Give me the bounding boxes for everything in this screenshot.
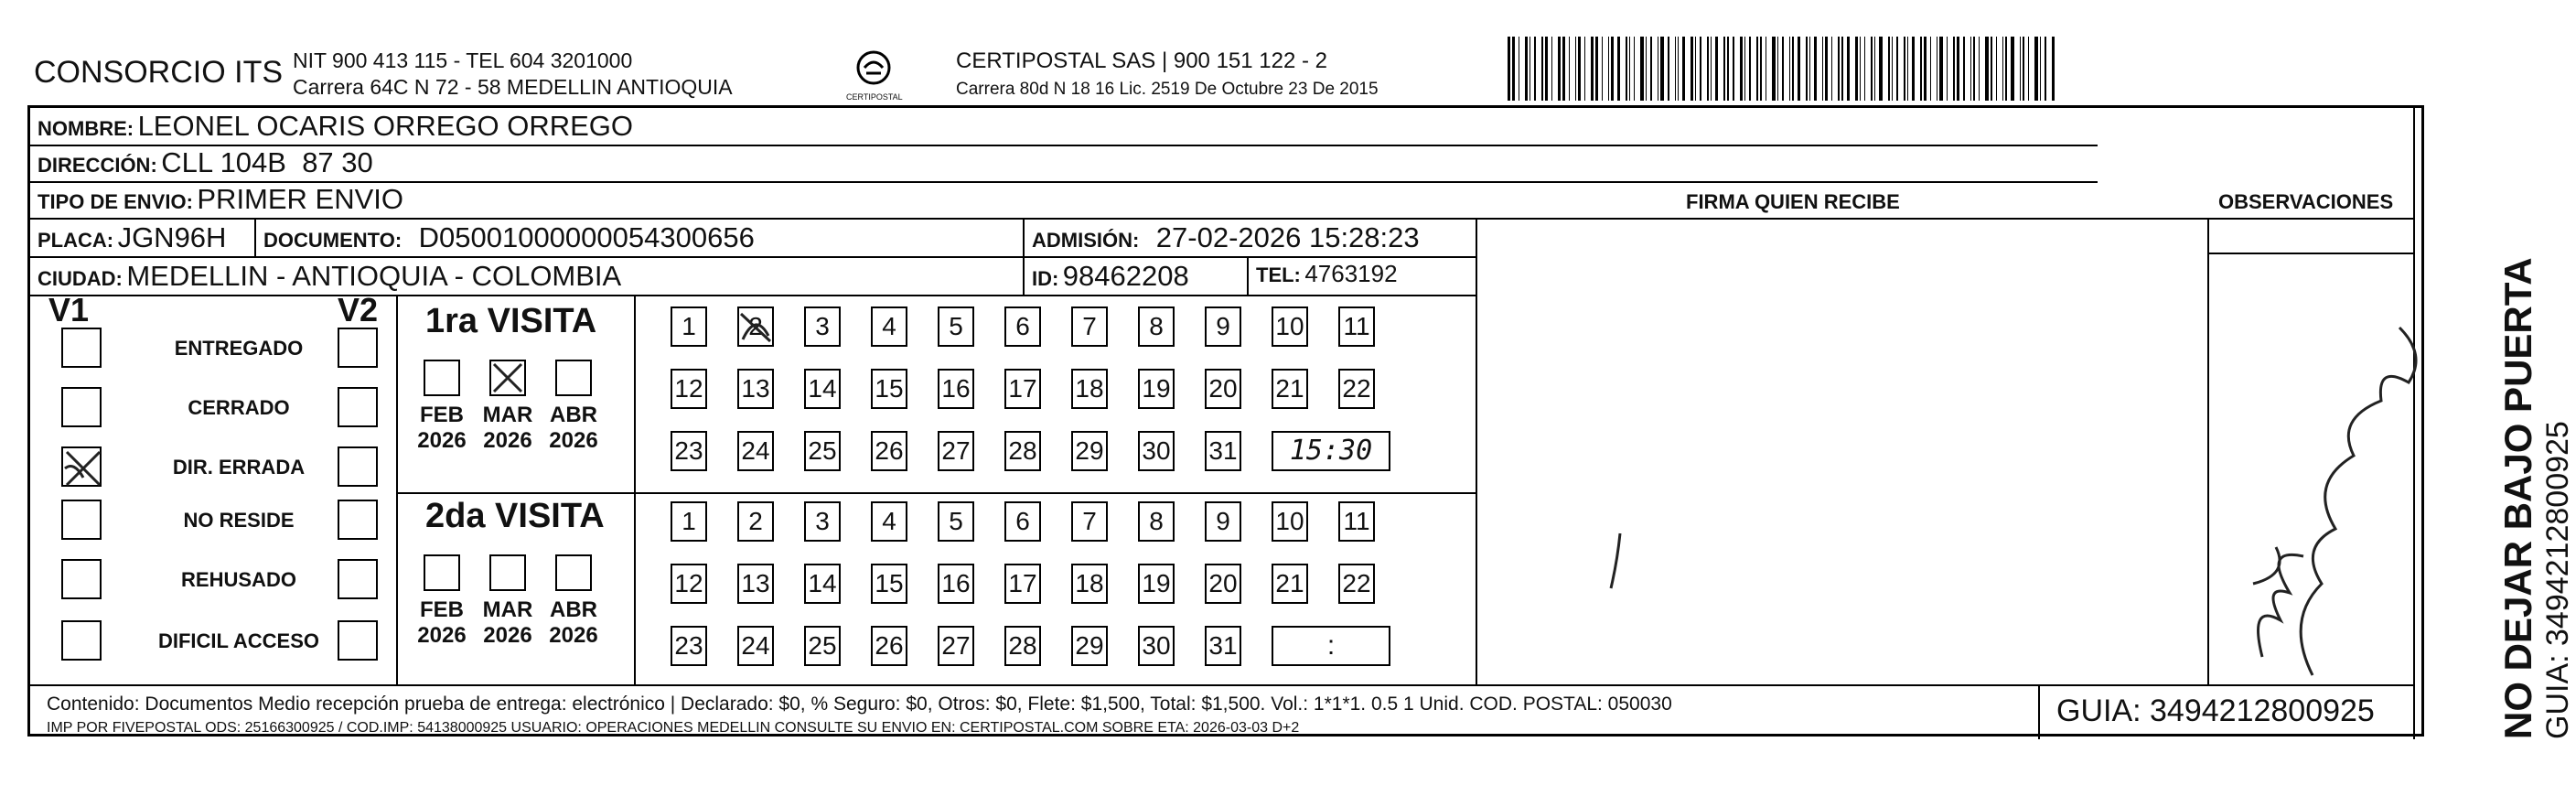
barcode-bar: [1864, 37, 1865, 101]
admision-cell: [1032, 221, 1420, 254]
month-year: 2026: [483, 623, 532, 648]
barcode-bar: [1860, 37, 1861, 101]
month-label: [410, 403, 474, 454]
v1-checkbox[interactable]: [61, 620, 102, 661]
barcode-bar: [1855, 37, 1857, 101]
month-year: 2026: [417, 428, 467, 453]
day-box[interactable]: 18: [1071, 564, 1108, 604]
barcode-bar: [1957, 37, 1959, 101]
barcode-bar: [1847, 37, 1850, 101]
day-box[interactable]: 22: [1338, 369, 1375, 409]
day-box[interactable]: 7: [1071, 306, 1108, 347]
status-label: ENTREGADO: [174, 337, 304, 360]
barcode-bar: [1871, 37, 1873, 101]
barcode-bar: [1602, 37, 1603, 101]
day-box[interactable]: 25: [804, 626, 841, 666]
month-checkbox[interactable]: [489, 360, 526, 396]
barcode-bar: [2020, 37, 2021, 101]
barcode-bar: [1907, 37, 1908, 101]
day-box[interactable]: 19: [1138, 369, 1175, 409]
barcode-bar: [2002, 37, 2003, 101]
month-year: 2026: [483, 428, 532, 453]
barcode-bar: [1668, 37, 1669, 101]
barcode-bar: [1991, 37, 1992, 101]
day-box[interactable]: 29: [1071, 431, 1108, 471]
footer-print-info: IMP POR FIVEPOSTAL ODS: 25166300925 / COD.IMP: 54138000925 USUARIO: OPERACIONES MEDELLIN CONSULTE SU ENVIO EN: CERTIPOSTAL.COM SOBRE ETA: 2026-03-03 D+2: [47, 720, 1300, 736]
tel-value: 4763192: [1304, 260, 1398, 287]
barcode-bar: [1963, 37, 1964, 101]
barcode-bar: [1744, 37, 1745, 101]
day-box[interactable]: 17: [1004, 564, 1041, 604]
month-checkbox[interactable]: [489, 554, 526, 591]
month-label: [410, 597, 474, 649]
barcode-bar: [1838, 37, 1839, 101]
barcode-bar: [1584, 37, 1585, 101]
barcode-bar: [1617, 37, 1619, 101]
barcode-bar: [1608, 37, 1609, 101]
guia-number: GUIA: 3494212800925: [2056, 694, 2375, 728]
documento-cell: [263, 221, 755, 254]
barcode-bar: [1707, 37, 1708, 101]
day-box[interactable]: 24: [737, 431, 774, 471]
barcode-bar: [1690, 37, 1693, 101]
barcode-bar: [1756, 37, 1758, 101]
barcode-bar: [1711, 37, 1712, 101]
v2-checkbox[interactable]: [338, 387, 378, 427]
day-box[interactable]: 24: [737, 626, 774, 666]
id-cell: [1032, 260, 1189, 293]
v1-checkbox[interactable]: [61, 446, 102, 487]
barcode-bar: [1512, 37, 1514, 101]
cert-line-1: CERTIPOSTAL SAS | 900 151 122 - 2: [956, 48, 1327, 73]
barcode-bar: [1930, 37, 1931, 101]
day-box[interactable]: 20: [1205, 564, 1241, 604]
barcode-bar: [1675, 37, 1676, 101]
barcode-bar: [1695, 37, 1696, 101]
barcode-bar: [1629, 37, 1630, 101]
barcode-bar: [1733, 37, 1734, 101]
pen-mark: [1604, 529, 1631, 593]
month-year: 2026: [417, 623, 467, 648]
v2-checkbox[interactable]: [338, 500, 378, 540]
direccion-label: DIRECCIÓN:: [38, 154, 157, 177]
logo-text: CERTIPOSTAL: [846, 92, 903, 102]
month-checkbox[interactable]: [555, 360, 592, 396]
barcode-bar: [1947, 37, 1948, 101]
barcode-bar: [2028, 37, 2029, 101]
month-name: MAR: [482, 597, 533, 622]
day-box[interactable]: 26: [871, 626, 907, 666]
v2-checkbox[interactable]: [338, 559, 378, 599]
day-box[interactable]: 23: [671, 626, 707, 666]
day-box[interactable]: 18: [1071, 369, 1108, 409]
day-box[interactable]: 11: [1338, 501, 1375, 542]
day-box[interactable]: 20: [1205, 369, 1241, 409]
status-label: DIR. ERRADA: [172, 456, 306, 479]
barcode-bar: [1789, 37, 1790, 101]
day-box[interactable]: 29: [1071, 626, 1108, 666]
barcode-bar: [1841, 37, 1843, 101]
visit1-title: 1ra VISITA: [425, 302, 597, 340]
placa-value: JGN96H: [117, 221, 227, 253]
month-name: FEB: [420, 597, 464, 622]
v2-header: V2: [338, 291, 379, 328]
barcode-bar: [1740, 37, 1743, 101]
company-info: [293, 48, 733, 101]
day-box[interactable]: 28: [1004, 626, 1041, 666]
barcode-bar: [1591, 37, 1594, 101]
nombre-label: NOMBRE:: [38, 117, 134, 140]
footer-content: Contenido: Documentos Medio recepción prueba de entrega: electrónico | Declarado: $0, % Seguro: $0, Otros: $0, Flete: $1,500, Total: $1,500. Vol.: 1*1*1. 0.5 1 Unid. COD. POSTAL: 050030: [47, 694, 1672, 715]
day-box[interactable]: 8: [1138, 501, 1175, 542]
day-box[interactable]: 28: [1004, 431, 1041, 471]
barcode-bar: [1904, 37, 1905, 101]
barcode-bar: [2052, 37, 2054, 101]
id-value: 98462208: [1062, 260, 1189, 292]
day-box[interactable]: 23: [671, 431, 707, 471]
nombre-row: [38, 110, 633, 143]
day-box[interactable]: 10: [1272, 306, 1308, 347]
month-name: ABR: [550, 403, 597, 427]
day-box[interactable]: 30: [1138, 626, 1175, 666]
day-box[interactable]: 16: [938, 369, 974, 409]
handwritten-signature: [2226, 254, 2409, 684]
day-box[interactable]: 7: [1071, 501, 1108, 542]
day-box[interactable]: 27: [938, 431, 974, 471]
day-box[interactable]: 31: [1205, 626, 1241, 666]
barcode-bar: [1973, 37, 1975, 101]
status-label: DIFICIL ACCESO: [157, 629, 319, 652]
day-box[interactable]: 31: [1205, 431, 1241, 471]
barcode-bar: [1809, 37, 1810, 101]
day-box[interactable]: 14: [804, 369, 841, 409]
v1-checkbox[interactable]: [61, 387, 102, 427]
id-label: ID:: [1032, 267, 1059, 290]
day-box[interactable]: 3: [804, 306, 841, 347]
barcode-bar: [1953, 37, 1955, 101]
documento-label: DOCUMENTO:: [263, 229, 402, 252]
day-box[interactable]: 25: [804, 431, 841, 471]
barcode-bar: [1569, 37, 1570, 101]
barcode-bar: [1575, 37, 1576, 101]
status-label: NO RESIDE: [183, 509, 295, 532]
ciudad-value: MEDELLIN - ANTIOQUIA - COLOMBIA: [126, 260, 622, 292]
barcode-bar: [1979, 37, 1980, 101]
day-box[interactable]: 27: [938, 626, 974, 666]
day-box[interactable]: 10: [1272, 501, 1308, 542]
documento-value: D05001000000054300656: [418, 221, 755, 253]
day-box[interactable]: 16: [938, 564, 974, 604]
day-box[interactable]: 2: [737, 306, 774, 347]
ciudad-cell: [38, 260, 621, 293]
no-dejar-warning: NO DEJAR BAJO PUERTA: [2496, 257, 2539, 739]
month-name: MAR: [482, 403, 533, 427]
day-box[interactable]: 5: [938, 501, 974, 542]
day-box[interactable]: 26: [871, 431, 907, 471]
v1-header: V1: [48, 291, 90, 328]
month-checkbox[interactable]: [424, 360, 460, 396]
month-name: FEB: [420, 403, 464, 427]
barcode-bar: [1545, 37, 1548, 101]
day-box[interactable]: 12: [671, 564, 707, 604]
barcode-bar: [1578, 37, 1580, 101]
tipo-envio-value: PRIMER ENVIO: [197, 183, 404, 215]
v2-checkbox[interactable]: [338, 620, 378, 661]
barcode-bar: [1792, 37, 1793, 101]
day-box[interactable]: 13: [737, 369, 774, 409]
barcode-bar: [1715, 37, 1718, 101]
direccion-value: CLL 104B 87 30: [161, 146, 373, 178]
day-box[interactable]: 11: [1338, 306, 1375, 347]
day-box[interactable]: 4: [871, 501, 907, 542]
day-box[interactable]: 21: [1272, 369, 1308, 409]
time-box[interactable]: :: [1272, 626, 1390, 666]
barcode-bar: [1700, 37, 1701, 101]
admision-value: 27-02-2026 15:28:23: [1155, 221, 1420, 253]
side-guia: GUIA: 3494212800925: [2540, 421, 2575, 739]
barcode-bar: [1782, 37, 1784, 101]
certipostal-logo: [846, 46, 901, 101]
day-box[interactable]: 13: [737, 564, 774, 604]
barcode-bar: [1939, 37, 1942, 101]
barcode-bar: [1626, 37, 1627, 101]
day-box[interactable]: 4: [871, 306, 907, 347]
barcode-bar: [1650, 37, 1652, 101]
barcode-bar: [1777, 37, 1778, 101]
barcode-bar: [2045, 37, 2046, 101]
v2-checkbox[interactable]: [338, 328, 378, 368]
barcode-bar: [1660, 37, 1663, 101]
month-label: [542, 597, 606, 649]
barcode-bar: [1760, 37, 1762, 101]
barcode-bar: [1888, 37, 1890, 101]
ciudad-label: CIUDAD:: [38, 267, 123, 290]
barcode-bar: [1508, 37, 1510, 101]
day-box[interactable]: 22: [1338, 564, 1375, 604]
day-box[interactable]: 2: [737, 501, 774, 542]
day-box[interactable]: 1: [671, 306, 707, 347]
tipo-envio-row: [38, 183, 403, 216]
v2-checkbox[interactable]: [338, 446, 378, 487]
month-year: 2026: [549, 428, 598, 453]
month-name: ABR: [550, 597, 597, 622]
day-box[interactable]: 1: [671, 501, 707, 542]
month-label: [476, 597, 540, 649]
day-box[interactable]: 15: [871, 564, 907, 604]
barcode-bar: [1611, 37, 1614, 101]
firma-label: FIRMA QUIEN RECIBE: [1686, 190, 1900, 213]
barcode-bar: [2011, 37, 2013, 101]
observaciones-label: OBSERVACIONES: [2218, 190, 2394, 213]
time-box[interactable]: 15:30: [1272, 431, 1390, 471]
direccion-row: [38, 146, 373, 179]
barcode-bar: [1822, 37, 1823, 101]
barcode-bar: [2023, 37, 2024, 101]
company-name: CONSORCIO ITS: [34, 55, 284, 90]
barcode-bar: [1831, 37, 1832, 101]
day-box[interactable]: 5: [938, 306, 974, 347]
barcode-bar: [1749, 37, 1750, 101]
barcode-bar: [1646, 37, 1647, 101]
barcode-bar: [1678, 37, 1679, 101]
nit-line: NIT 900 413 115 - TEL 604 3201000: [293, 48, 633, 72]
barcode-bar: [2040, 37, 2041, 101]
check-mark-icon: [63, 448, 103, 489]
barcode-bar: [1814, 37, 1816, 101]
day-box[interactable]: 3: [804, 501, 841, 542]
day-box[interactable]: 8: [1138, 306, 1175, 347]
barcode-bar: [1634, 37, 1635, 101]
barcode-bar: [1996, 37, 1997, 101]
day-box[interactable]: 9: [1205, 306, 1241, 347]
certipostal-info: [956, 48, 1379, 102]
placa-label: PLACA:: [38, 229, 114, 252]
day-box[interactable]: 21: [1272, 564, 1308, 604]
placa-cell: [38, 221, 226, 254]
x-mark-icon: [491, 361, 524, 394]
barcode-bar: [1541, 37, 1543, 101]
barcode-bar: [1798, 37, 1800, 101]
barcode-bar: [1920, 37, 1922, 101]
barcode-bar: [2034, 37, 2037, 101]
barcode-bar: [1874, 37, 1875, 101]
day-box[interactable]: 15: [871, 369, 907, 409]
day-box[interactable]: 17: [1004, 369, 1041, 409]
barcode-bar: [1825, 37, 1828, 101]
day-box[interactable]: 9: [1205, 501, 1241, 542]
barcode-bar: [1772, 37, 1775, 101]
day-mark-icon: [737, 306, 774, 351]
barcode-bar: [1970, 37, 1971, 101]
barcode-bar: [1534, 37, 1535, 101]
tel-label: TEL:: [1256, 263, 1301, 286]
barcode-bar: [1682, 37, 1684, 101]
barcode-bar: [1551, 37, 1552, 101]
barcode-bar: [1806, 37, 1808, 101]
day-box[interactable]: 14: [804, 564, 841, 604]
barcode-bar: [1595, 37, 1597, 101]
month-year: 2026: [549, 623, 598, 648]
month-label: [476, 403, 540, 454]
day-box[interactable]: 19: [1138, 564, 1175, 604]
barcode-bar: [1985, 37, 1988, 101]
day-box[interactable]: 30: [1138, 431, 1175, 471]
barcode-bar: [1525, 37, 1528, 101]
barcode-bar: [1896, 37, 1898, 101]
barcode: [1508, 37, 2056, 101]
delivery-form: [27, 105, 2424, 737]
barcode-bar: [1640, 37, 1643, 101]
barcode-bar: [1562, 37, 1565, 101]
barcode-bar: [1892, 37, 1893, 101]
nombre-value: LEONEL OCARIS ORREGO ORREGO: [137, 110, 634, 142]
visit2-title: 2da VISITA: [425, 497, 605, 535]
barcode-bar: [1723, 37, 1725, 101]
status-label: REHUSADO: [181, 568, 296, 591]
tel-cell: [1256, 260, 1398, 288]
barcode-bar: [1558, 37, 1560, 101]
barcode-bar: [1879, 37, 1882, 101]
barcode-bar: [1912, 37, 1915, 101]
v1-checkbox[interactable]: [61, 328, 102, 368]
day-box[interactable]: 6: [1004, 306, 1041, 347]
v1-checkbox[interactable]: [61, 500, 102, 540]
barcode-bar: [1727, 37, 1728, 101]
admision-label: ADMISIÓN:: [1032, 229, 1140, 252]
month-checkbox[interactable]: [424, 554, 460, 591]
status-label: CERRADO: [188, 396, 290, 419]
address-line: Carrera 64C N 72 - 58 MEDELLIN ANTIOQUIA: [293, 75, 733, 99]
barcode-bar: [2005, 37, 2007, 101]
tipo-envio-label: TIPO DE ENVIO:: [38, 190, 193, 213]
v1-checkbox[interactable]: [61, 559, 102, 599]
month-checkbox[interactable]: [555, 554, 592, 591]
cert-line-2: Carrera 80d N 18 16 Lic. 2519 De Octubre 23 De 2015: [956, 80, 1379, 99]
side-label: [2497, 257, 2576, 739]
day-box[interactable]: 12: [671, 369, 707, 409]
month-label: [542, 403, 606, 454]
day-box[interactable]: 6: [1004, 501, 1041, 542]
barcode-bar: [1924, 37, 1926, 101]
